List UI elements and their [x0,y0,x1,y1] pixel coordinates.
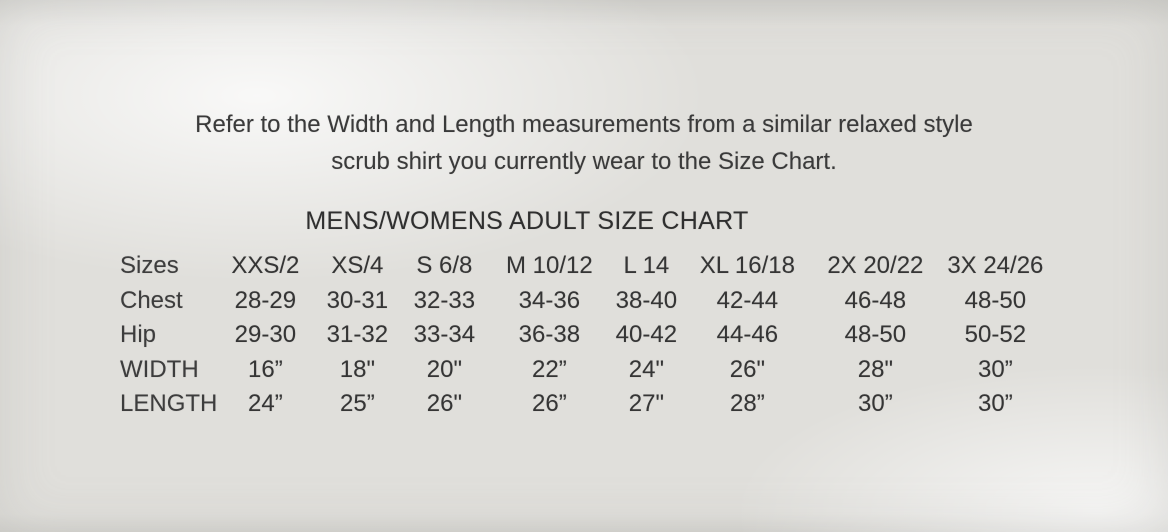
size-chart-cell: 26" [426,390,462,418]
size-chart-cell: 25” [340,390,375,418]
intro-text [0,106,1168,180]
size-chart-cell: 42-44 [716,286,779,314]
size-chart-cell: 28” [730,390,765,418]
size-chart-cell: 24" [628,355,664,383]
size-chart-header-cell: L 14 [623,252,670,280]
row-label-length: LENGTH [120,390,218,418]
size-chart-header-cell: M 10/12 [506,252,593,280]
intro-line-1: Refer to the Width and Length measurements from a similar relaxed style [195,111,973,138]
size-chart-header-cell: 2X 20/22 [827,252,924,280]
size-chart-cell: 48-50 [964,286,1027,314]
size-chart-cell: 50-52 [964,321,1027,349]
row-label-chest: Chest [120,286,183,314]
size-chart-cell: 30” [858,390,893,418]
size-chart-cell: 18" [339,355,375,383]
row-label-sizes: Sizes [120,252,179,280]
size-chart-cell: 38-40 [615,286,678,314]
size-chart-header-cell: XXS/2 [231,252,300,280]
table-row-length [120,387,1053,422]
size-chart-cell: 34-36 [518,286,581,314]
table-row-chest [120,284,1053,319]
size-chart-cell: 24” [248,390,283,418]
size-chart-cell: 36-38 [518,321,581,349]
size-chart-cell: 46-48 [844,286,907,314]
size-chart-cell: 29-30 [234,321,297,349]
size-chart-cell: 22” [532,355,567,383]
size-chart-header-cell: XL 16/18 [699,252,795,280]
size-chart-cell: 33-34 [413,321,476,349]
size-chart-cell: 26" [729,355,765,383]
chart-title: MENS/WOMENS ADULT SIZE CHART [305,207,749,235]
size-chart-cell: 20" [426,355,462,383]
size-chart-header-cell: XS/4 [331,252,384,280]
size-chart-cell: 28" [857,355,893,383]
size-chart-cell: 30-31 [326,286,389,314]
size-chart-header-cell: 3X 24/26 [947,252,1044,280]
size-chart-cell: 48-50 [844,321,907,349]
size-chart-cell: 30” [978,390,1013,418]
size-chart-cell: 28-29 [234,286,297,314]
size-chart-cell: 44-46 [716,321,779,349]
row-label-hip: Hip [120,321,157,349]
size-chart-table [120,249,1053,422]
size-chart-cell: 27" [628,390,664,418]
size-chart-cell: 26” [532,390,567,418]
size-chart-cell: 40-42 [615,321,678,349]
size-chart-cell: 30” [978,355,1013,383]
table-row-sizes [120,249,1053,284]
size-chart-cell: 31-32 [326,321,389,349]
row-label-width: WIDTH [120,355,199,383]
size-chart-header-cell: S 6/8 [416,252,473,280]
size-chart-cell: 16” [248,355,283,383]
table-row-hip [120,318,1053,353]
intro-line-2: scrub shirt you currently wear to the Size Chart. [331,148,837,175]
size-chart-cell: 32-33 [413,286,476,314]
table-row-width [120,353,1053,388]
